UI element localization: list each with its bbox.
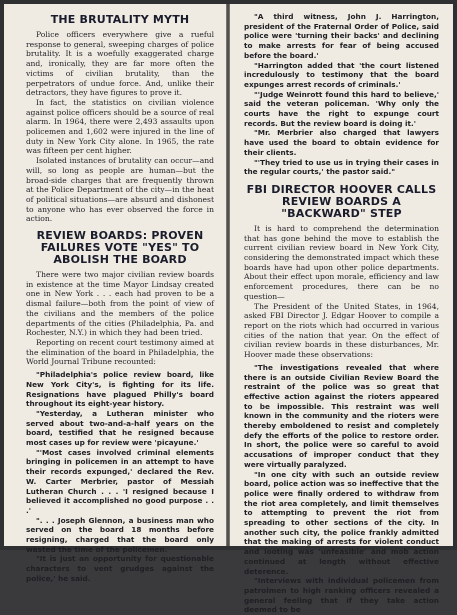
- paragraph: In fact, the statistics on civilian violence against police officers should be a source of real alarm. In 1964, there were 2,493 assaults upon policemen and 1,602 were injured in the line of duty in New York City alone. In 1965, the rate was fifteen per cent higher.: [26, 97, 214, 156]
- quote-paragraph: "Mr. Merbrier also charged that lawyers have used the board to obtain evidence for their clients.: [244, 128, 439, 157]
- quote-paragraph: "Harrington added that 'the court listened incredulously to testimony that the board expunges arrest records of criminals.': [244, 60, 439, 89]
- quote-paragraph: "'Judge Weinrott found this hard to believe,' said the veteran policeman. 'Why only the courts have the right to expunge court records. But the review board is doing it.': [244, 89, 439, 128]
- paragraph: Reporting on recent court testimony aimed at the elimination of the board in Philadelphia, the World Journal Tribune recounted:: [26, 337, 214, 367]
- left-page: [4, 4, 226, 583]
- quote-paragraph: ". . . Joseph Glennon, a business man who served on the board 18 months before resigning, charged that the board only wasted the time of the policemen.: [26, 515, 214, 554]
- paragraph: Isolated instances of brutality can occur—and will, so long as people are human—but the broad-side charges that are frequently thrown at the Police Department of the city—in the heat of political situations—are absurd and dishonest to anyone who has ever observed the force in action.: [26, 156, 214, 224]
- paragraph: There were two major civilian review boards in existence at the time Mayor Lindsay created one in New York . . . each had proven to be a dismal failure—both from the point of view of the civilians and the members of the police departments of the cities (Philadelphia, Pa. and Rochester, N.Y.) in which they had been tried.: [26, 270, 214, 338]
- quote-paragraph: "It is just an opportunity for questionable characters to vent grudges against the police,' he said.: [26, 554, 214, 583]
- quote-paragraph: "A third witness, John J. Harrington, president of the Fraternal Order of Police, said police were 'turning their backs' and declining to make arrests for fear of being accused before the board.': [244, 12, 439, 60]
- quote-paragraph: "'They tried to use us in trying their cases in the regular courts,' the pastor said.": [244, 157, 439, 177]
- quote-paragraph: "'Most cases involved criminal elements bringing in policemen in an attempt to have their records expunged,' declared the Rev. W. Carter Merbrier, pastor of Messiah Lutheran Church . . . 'I resigned because I believed it accomplished no good purpose . . .': [26, 447, 214, 515]
- heading-fbi-director: FBI DIRECTOR HOOVER CALLS REVIEW BOARDS A "BACKWARD" STEP: [246, 182, 437, 220]
- quote-paragraph: "The investigations revealed that where there is an outside Civilian Review Board the restraint of the police was so great that effective action against the rioters appeared to be impossible. This restraint was well known in the community and the rioters were thereby emboldened to resist and completely defy the efforts of the police to restore order. In short, the police were so careful to avoid accusations of improper conduct that they were virtually paralyzed.: [244, 362, 439, 469]
- paragraph: Police officers everywhere give a rueful response to general, sweeping charges of police brutality. It is a woefully exaggerated charge and, ironically, they are far more often the victims of civilian brutality, than the perpetrators of undue force. And, unlike their detractors, they have figures to prove it.: [26, 30, 214, 98]
- heading-brutality-myth: THE BRUTALITY MYTH: [50, 13, 190, 26]
- quote-paragraph: "Philadelphia's police review board, like New York City's, is fighting for its life. Resignations have plagued Philly's board throughout its eight-year history.: [26, 370, 214, 409]
- heading-review-boards: REVIEW BOARDS: PROVEN FAILURES VOTE "YES" TO ABOLISH THE BOARD: [36, 229, 204, 267]
- quote-paragraph: "Interviews with individual policemen from patrolmen to high ranking officers revealed a general feeling that if they take action deemed to be: [244, 576, 439, 615]
- quote-paragraph: "Yesterday, a Lutheran minister who served about two-and-a-half years on the board, testified that he resigned because most cases up for review were 'picayune.': [26, 408, 214, 448]
- quote-paragraph: "In one city with such an outside review board, police action was so ineffective that the police were finally ordered to withdraw from the riot area completely, and limit themselves to attempting to prevent the riot from spreading to other sections of the city. In another such city, the police frankly admitted that the making of arrests for violent conduct and looting was 'unfeasible' and mob action continued at length without effective deterence.: [244, 469, 439, 576]
- paragraph: It is hard to comprehend the determination that has gone behind the move to establish the current civilian review board in New York City, considering the demonstrated impact which these boards have had upon other police departments. About their effect upon morale, efficiency and law enforcement procedures, there can be no question—: [244, 223, 439, 301]
- paragraph: The President of the United States, in 1964, asked FBI Director J. Edgar Hoover to compile a report on the riots which had occurred in various cities of the nation that year. On the effect of civilian review boards in these disturbances, Mr. Hoover made these observations:: [244, 301, 439, 360]
- right-page: [230, 4, 453, 615]
